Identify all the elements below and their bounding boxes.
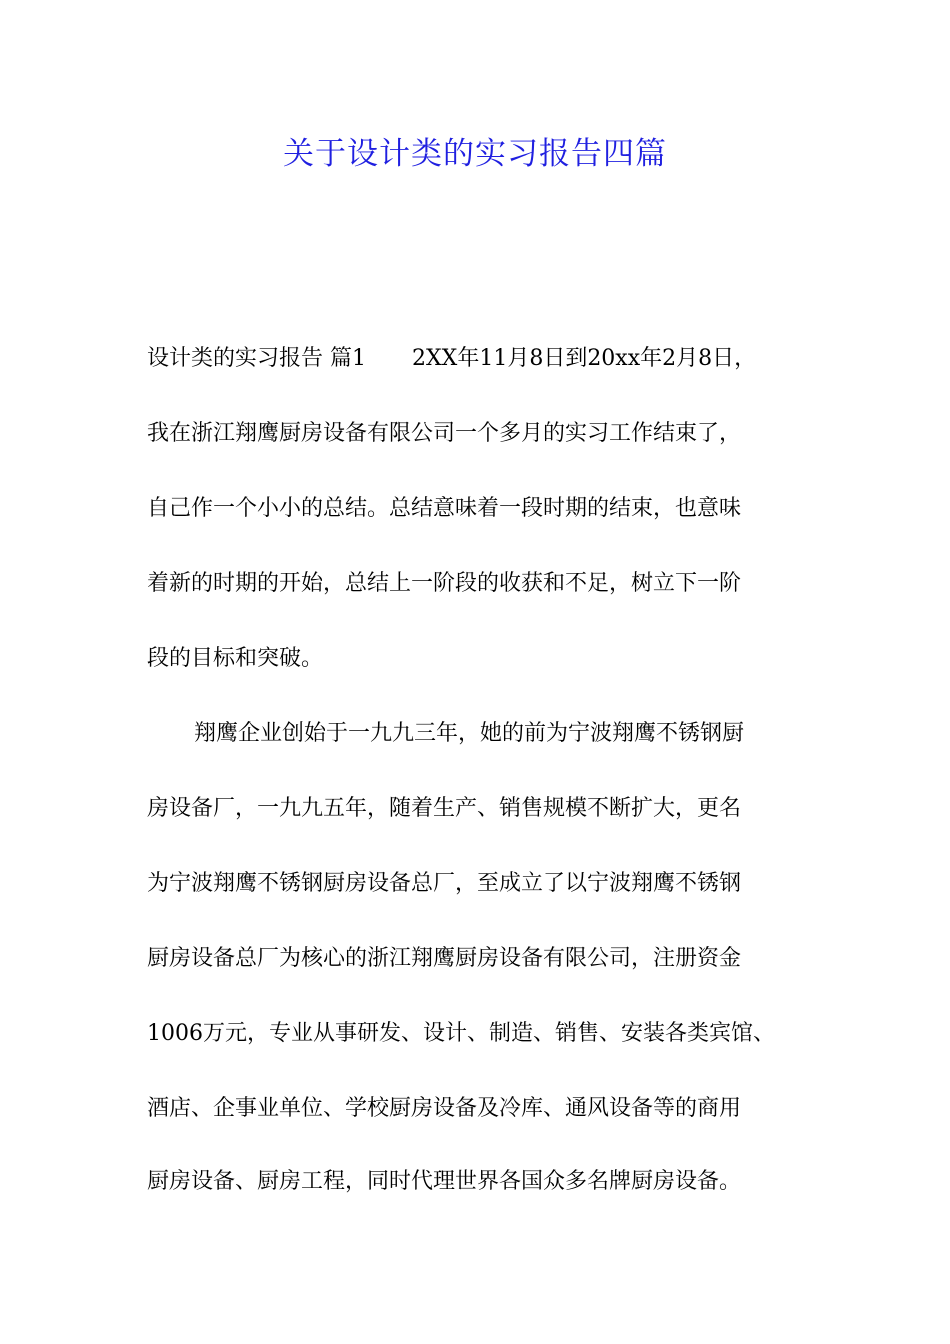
paragraph-line: 段的目标和突破。 — [147, 646, 324, 671]
paragraph-text: 2XX年11月8日到20xx年2月8日， — [412, 346, 757, 371]
paragraph-line: 为宁波翔鹰不锈钢厨房设备总厂，至成立了以宁波翔鹰不锈钢 — [147, 871, 742, 896]
paragraph-line: 1006万元，专业从事研发、设计、制造、销售、安装各类宾馆、 — [147, 1021, 775, 1046]
paragraph-line: 翔鹰企业创始于一九九三年，她的前为宁波翔鹰不锈钢厨 — [194, 721, 745, 746]
paragraph-line: 酒店、企事业单位、学校厨房设备及冷库、通风设备等的商用 — [147, 1096, 742, 1121]
document-title: 关于设计类的实习报告四篇 — [283, 136, 667, 172]
section-heading: 设计类的实习报告 篇1 — [147, 346, 366, 371]
paragraph-line: 厨房设备、厨房工程，同时代理世界各国众多名牌厨房设备。 — [147, 1169, 742, 1194]
paragraph-line: 我在浙江翔鹰厨房设备有限公司一个多月的实习工作结束了， — [147, 421, 742, 446]
paragraph-line: 自己作一个小小的总结。总结意味着一段时期的结束，也意味 — [147, 496, 742, 521]
paragraph-line — [147, 344, 837, 374]
paragraph-line: 着新的时期的开始，总结上一阶段的收获和不足，树立下一阶 — [147, 571, 742, 596]
paragraph-line: 房设备厂，一九九五年，随着生产、销售规模不断扩大，更名 — [147, 796, 742, 821]
paragraph-line: 厨房设备总厂为核心的浙江翔鹰厨房设备有限公司，注册资金 — [147, 946, 742, 971]
